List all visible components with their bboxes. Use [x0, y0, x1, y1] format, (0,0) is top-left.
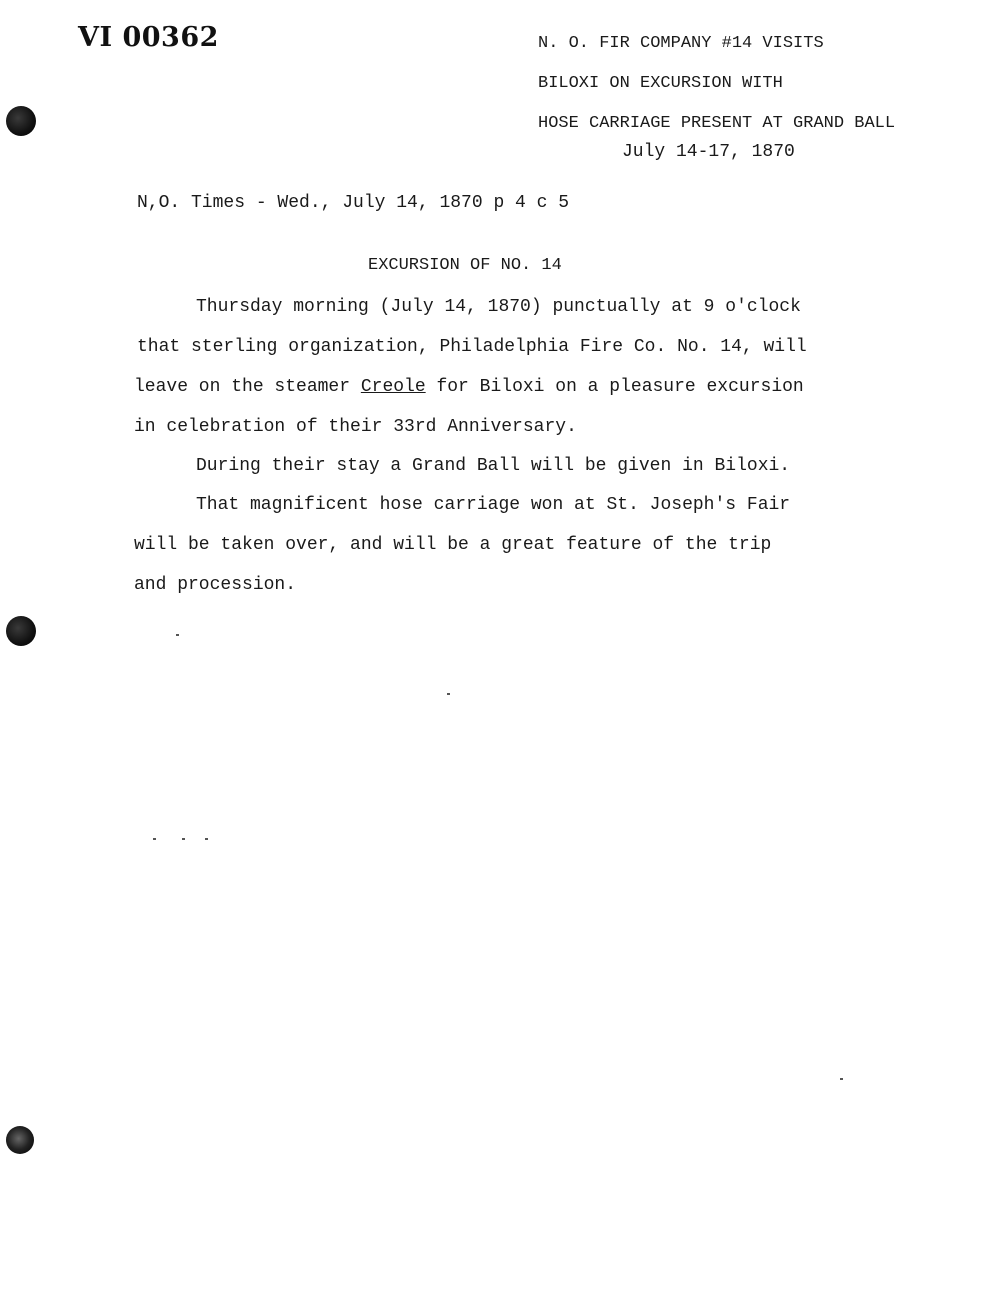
scan-speck	[176, 634, 179, 636]
body-text-line	[134, 377, 804, 397]
body-text-line: in celebration of their 33rd Anniversary.	[134, 417, 577, 437]
body-text-line: will be taken over, and will be a great feature of the trip	[134, 535, 772, 555]
ship-name: Creole	[360, 377, 426, 397]
source-citation: N,O. Times - Wed., July 14, 1870 p 4 c 5	[137, 193, 570, 213]
heading-line: BILOXI ON EXCURSION WITH	[538, 74, 783, 93]
document-number-stamp: VI 00362	[78, 22, 219, 53]
body-text-line: and procession.	[134, 575, 297, 595]
body-text-line: During their stay a Grand Ball will be given in Biloxi.	[196, 456, 791, 476]
document-heading	[538, 24, 895, 144]
scan-speck	[153, 838, 156, 840]
body-text-segment: leave on the steamer	[134, 377, 361, 397]
heading-line: HOSE CARRIAGE PRESENT AT GRAND BALL	[538, 114, 896, 133]
punch-hole-middle	[6, 616, 36, 646]
body-text-segment: for Biloxi on a pleasure excursion	[425, 377, 804, 397]
scan-speck	[447, 693, 450, 695]
body-text-line: that sterling organization, Philadelphia Fire Co. No. 14, will	[137, 337, 807, 357]
heading-date: July 14-17, 1870	[622, 142, 795, 162]
scan-speck	[840, 1078, 843, 1080]
punch-hole-bottom	[6, 1126, 34, 1154]
punch-hole-top	[6, 106, 36, 136]
scan-speck	[182, 838, 185, 840]
scan-speck	[205, 838, 208, 840]
body-text-line: Thursday morning (July 14, 1870) punctually at 9 o'clock	[196, 297, 801, 317]
body-text-line: That magnificent hose carriage won at St. Joseph's Fair	[196, 495, 791, 515]
article-title: EXCURSION OF NO. 14	[368, 256, 562, 275]
heading-line: N. O. FIR COMPANY #14 VISITS	[538, 34, 824, 53]
